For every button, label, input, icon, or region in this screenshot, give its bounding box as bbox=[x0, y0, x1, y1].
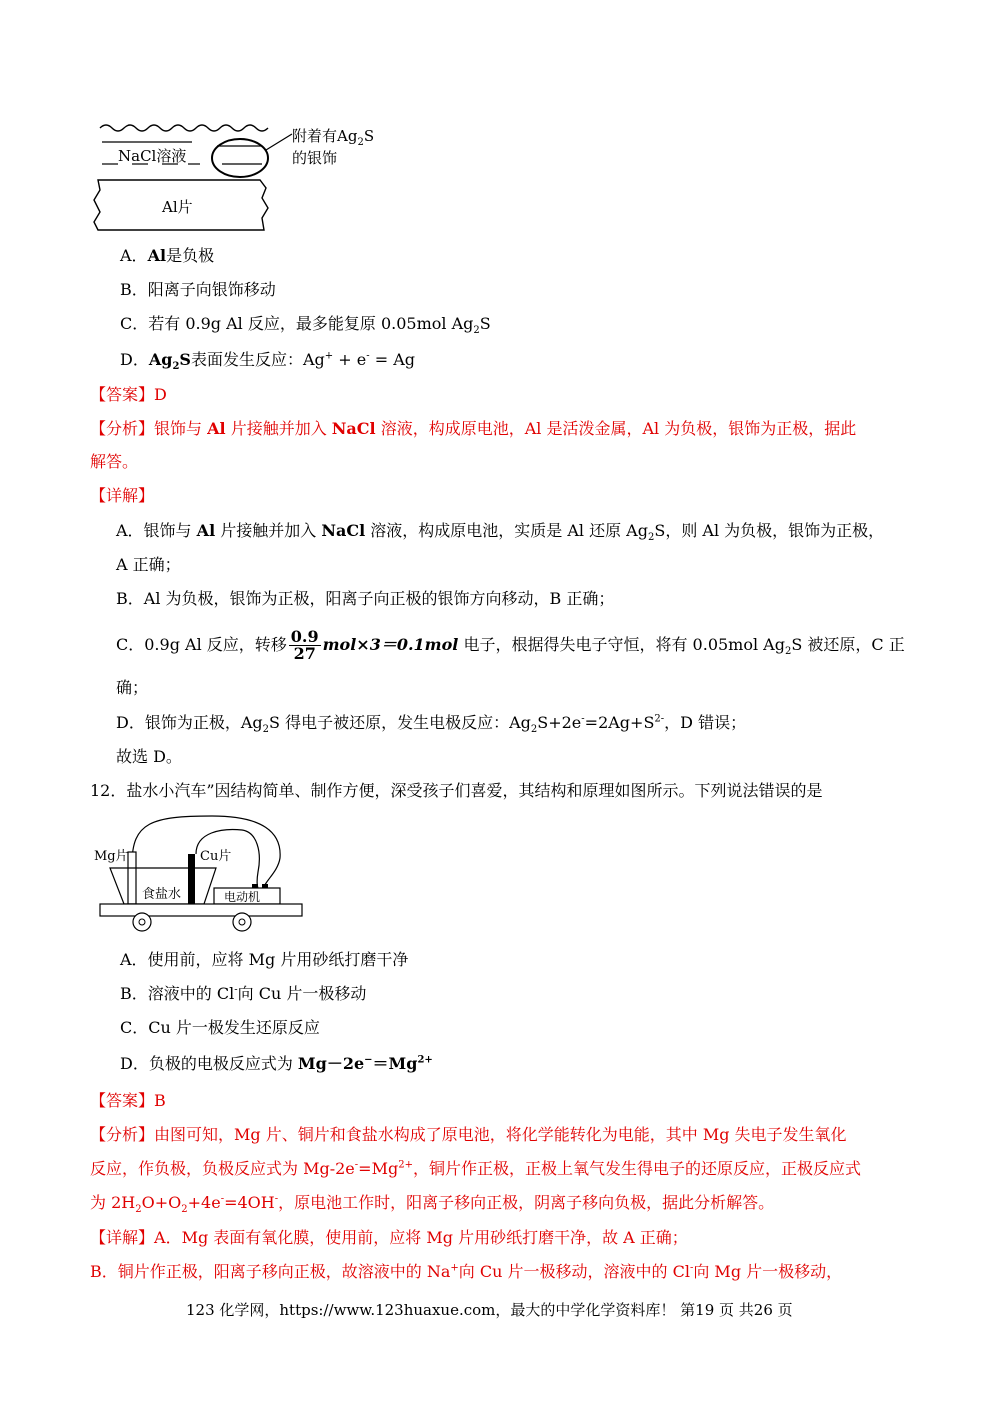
q11-option-a: A．Al是负极 bbox=[120, 246, 215, 265]
q12-option-a: A．使用前，应将 Mg 片用砂纸打磨干净 bbox=[120, 950, 409, 969]
q11-option-b: B．阳离子向银饰移动 bbox=[120, 280, 276, 299]
salt-water-car-figure bbox=[92, 812, 312, 932]
q12-detail-a: 【详解】A．Mg 表面有氧化膜，使用前，应将 Mg 片用砂纸打磨干净，故 A 正确； bbox=[90, 1228, 688, 1247]
q11-option-d: D．$Ag_2S$表面发生反应：Ag+ + e- = Ag bbox=[120, 350, 415, 373]
plate-label: Al片 bbox=[162, 198, 193, 216]
q11-detail-c: C．0.9g Al 反应，转移 $\frac{0.9}{27}$ mol×3＝0.1mol 电子，根据得失电子守恒，将有 0.05mol $Ag_2S$ 被还原，C 正 bbox=[116, 627, 905, 663]
q12-option-d: D．负极的电极反应式为 $Mg-2e^-=Mg^{2+}$ bbox=[120, 1054, 433, 1073]
q12-option-c: C．Cu 片一极发生还原反应 bbox=[120, 1018, 320, 1037]
solution-label: NaCl溶液 bbox=[118, 147, 187, 165]
cu-label: Cu片 bbox=[200, 849, 232, 864]
q11-option-c: C．若有 0.9g Al 反应，最多能复原 0.05mol $Ag_2S$ bbox=[120, 314, 491, 337]
motor-label: 电动机 bbox=[224, 890, 261, 904]
q11-detail-a-2: A 正确； bbox=[116, 555, 181, 574]
callout-label: 附着有$Ag_2S$ bbox=[292, 127, 375, 148]
page-footer: 123 化学网，https://www.123huaxue.com，最大的中学化学资料库！ 第19 页 共26 页 bbox=[186, 1301, 793, 1319]
q11-answer: 【答案】D bbox=[90, 385, 167, 404]
q12-detail-b: B．铜片作正极，阳离子移向正极，故溶液中的 Na+向 Cu 片一极移动，溶液中的 Cl-向 Mg 片一极移动， bbox=[90, 1262, 843, 1281]
fraction: $\frac{0.9}{27}$ bbox=[290, 627, 319, 663]
q12-analysis-2: 反应，作负极，负极反应式为 $Mg-2e^-=Mg^{2+}$，铜片作正极，正极上氧气发生得电子的还原反应，正极反应式 bbox=[90, 1159, 861, 1178]
q12-answer: 【答案】B bbox=[90, 1091, 166, 1110]
q11-analysis-2: 解答。 bbox=[90, 452, 139, 471]
q11-detail-a: A．银饰与 Al 片接触并加入 NaCl 溶液，构成原电池，实质是 Al 还原 $Ag_2S$，则 Al 为负极，银饰为正极， bbox=[116, 521, 885, 544]
q12-stem: 12．盐水小汽车”因结构简单、制作方便，深受孩子们喜爱，其结构和原理如图所示。下列说法错误的是 bbox=[90, 781, 823, 800]
q11-detail-tag: 【详解】 bbox=[90, 486, 155, 505]
q11-detail-b: B．Al 为负极，银饰为正极，阳离子向正极的银饰方向移动，B 正确； bbox=[116, 589, 615, 608]
q12-option-b: B．溶液中的 Cl-向 Cu 片一极移动 bbox=[120, 984, 367, 1003]
mg-label: Mg片 bbox=[94, 849, 129, 864]
q11-analysis: 【分析】银饰与 Al 片接触并加入 NaCl 溶液，构成原电池，Al 是活泼金属，Al 为负极，银饰为正极，据此 bbox=[90, 419, 857, 438]
salt-label: 食盐水 bbox=[142, 887, 182, 902]
q12-analysis-1: 【分析】由图可知，Mg 片、铜片和食盐水构成了原电池，将化学能转化为电能，其中 Mg 失电子发生氧化 bbox=[90, 1125, 847, 1144]
q11-conclusion: 故选 D。 bbox=[116, 747, 182, 766]
callout-label-2: 的银饰 bbox=[292, 149, 338, 167]
q11-detail-c-2: 确； bbox=[116, 678, 149, 697]
q11-detail-d: D．银饰为正极，$Ag_2S$ 得电子被还原，发生电极反应：$Ag_2S+2e^-=2Ag+S^{2-}$，D 错误； bbox=[116, 713, 747, 736]
q12-analysis-3: 为 $2H_2O+O_2+4e^-=4OH^-$，原电池工作时，阳离子移向正极，阴离子移向负极，据此分析解答。 bbox=[90, 1193, 775, 1216]
